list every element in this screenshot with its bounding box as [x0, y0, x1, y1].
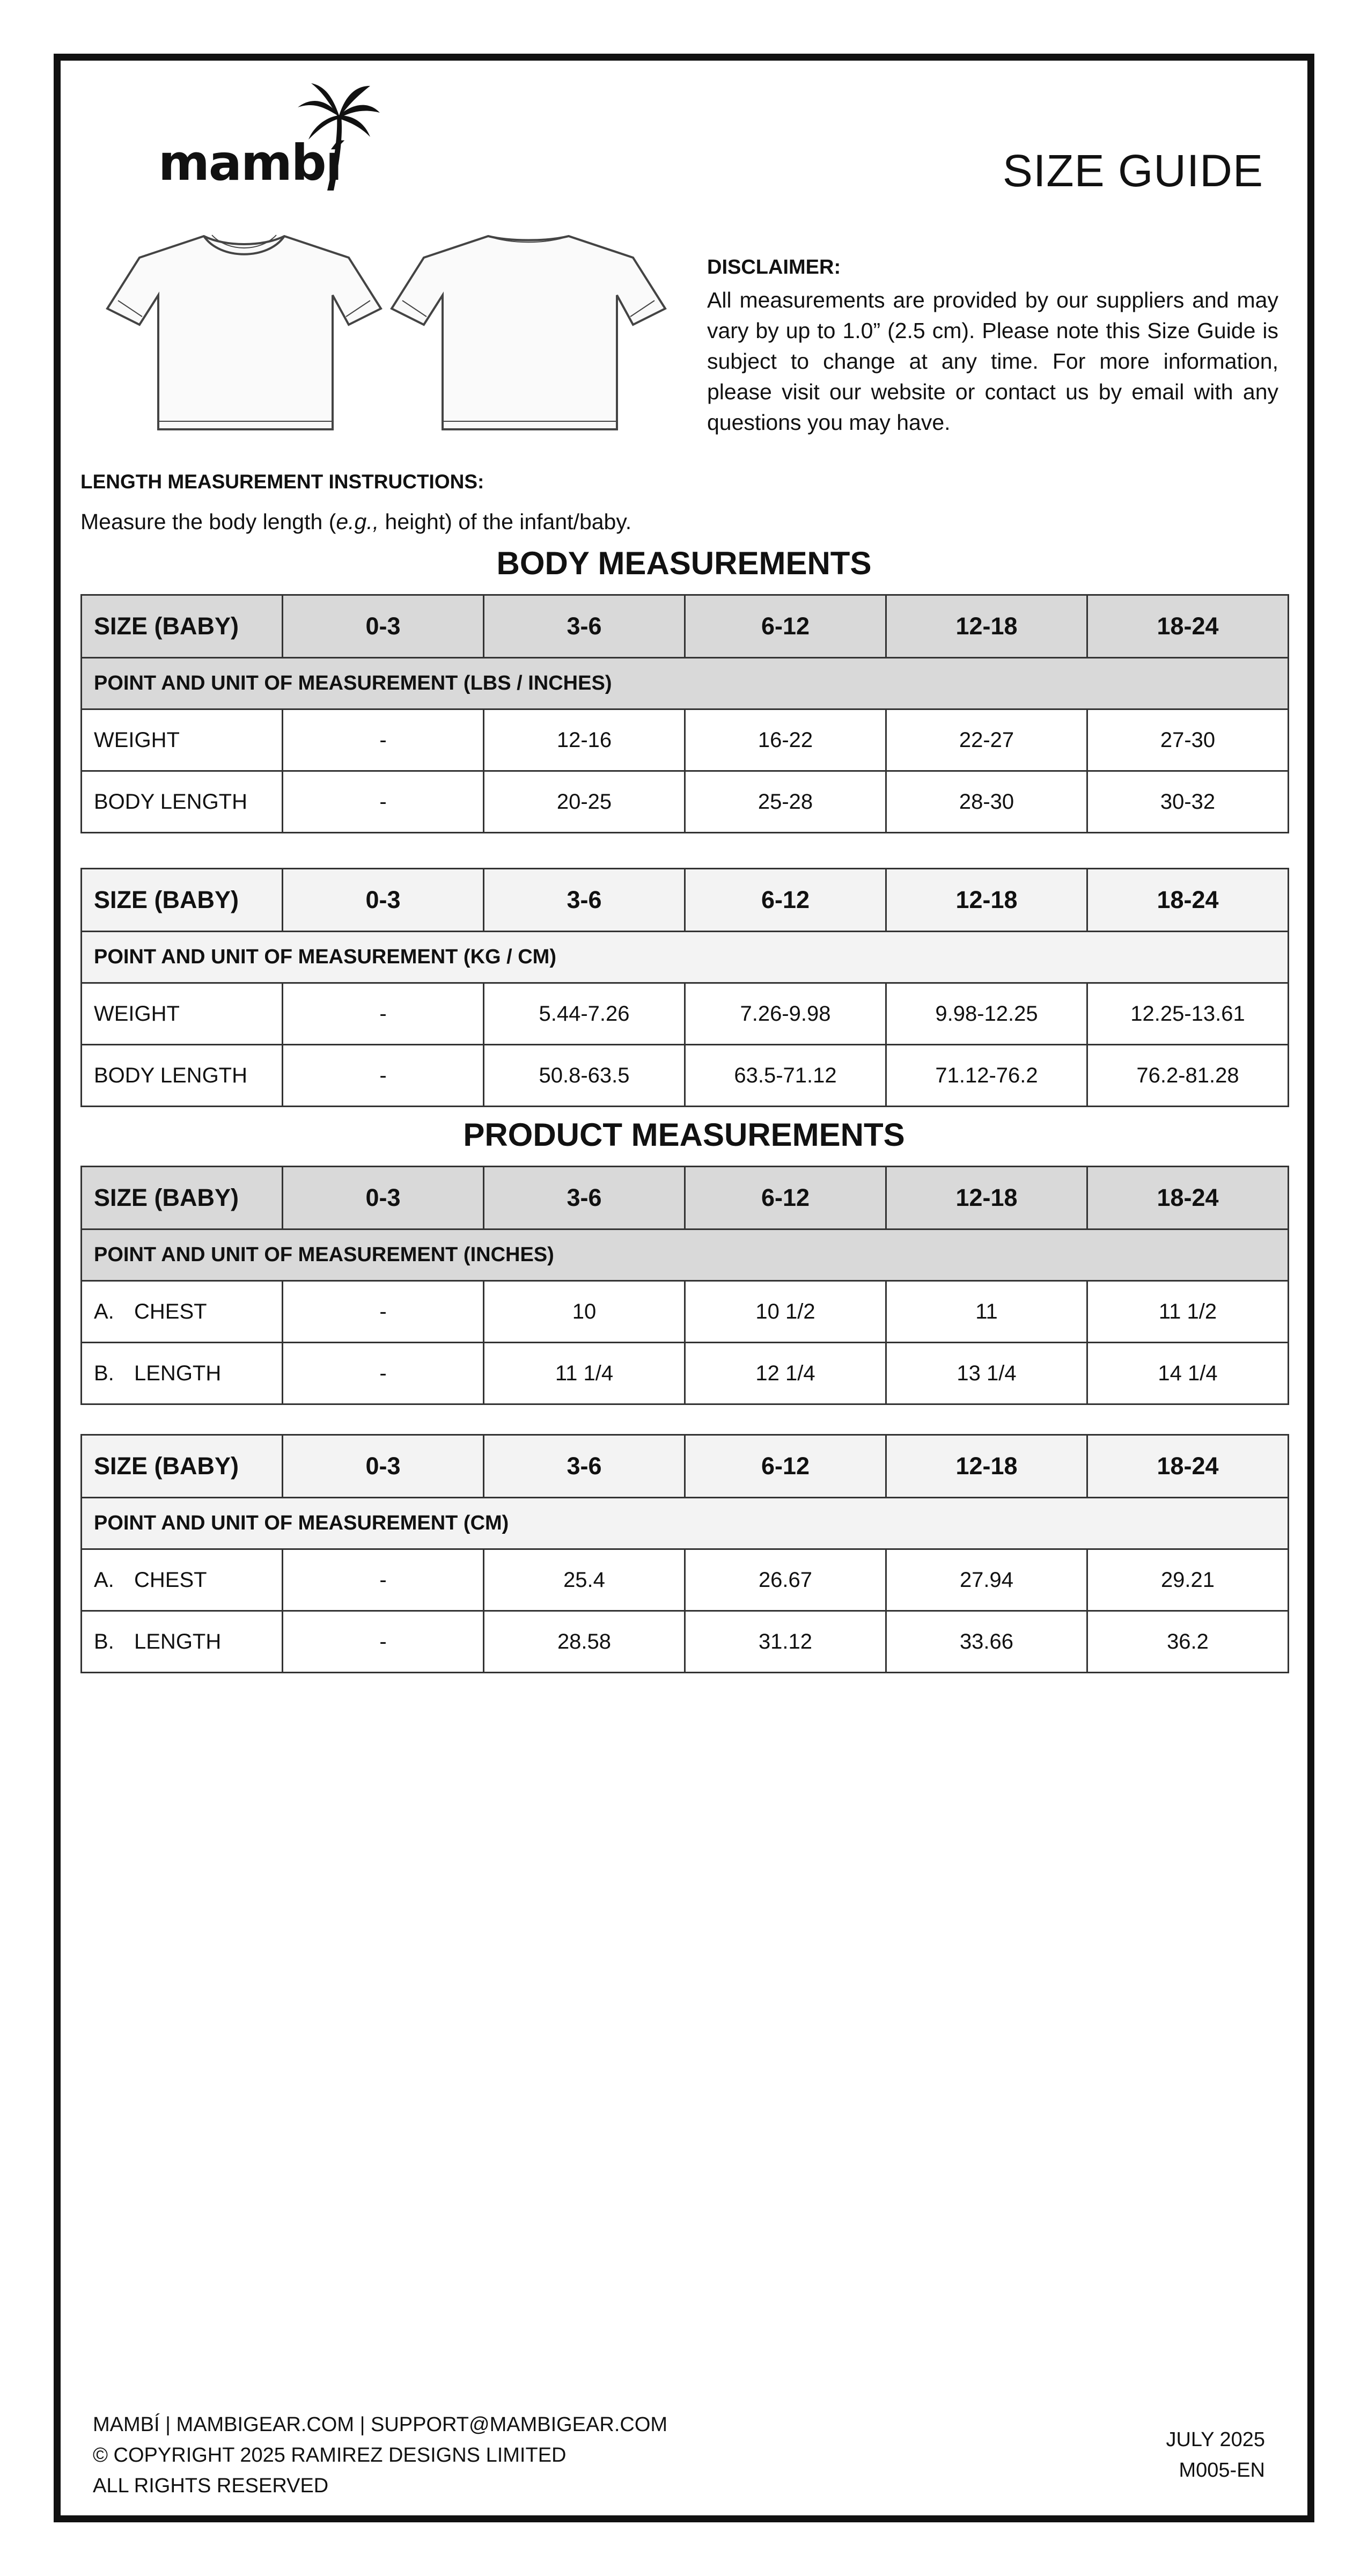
unit-subheader-row [82, 658, 1289, 709]
measurement-label [82, 1281, 283, 1343]
instructions-text: Measure the body length (e.g., height) of the infant/baby. [80, 509, 632, 534]
size-header-cell: 12-18 [886, 869, 1087, 932]
measurement-value: - [283, 1343, 484, 1404]
measurement-value: 30-32 [1087, 771, 1289, 833]
measurement-value: 22-27 [886, 709, 1087, 771]
table-row [82, 1611, 1289, 1673]
measurement-value: 27-30 [1087, 709, 1289, 771]
measurement-value: 11 1/2 [1087, 1281, 1289, 1343]
size-header-cell: 12-18 [886, 595, 1087, 658]
product-measurements-cm-table [80, 1434, 1289, 1673]
footer-meta [1166, 2425, 1265, 2486]
size-header-cell: 3-6 [484, 1167, 685, 1230]
table-row [82, 771, 1289, 833]
measurement-value: 28.58 [484, 1611, 685, 1673]
size-column-header: SIZE (BABY) [82, 1435, 283, 1498]
measurement-name: BODY LENGTH [94, 1063, 247, 1087]
footer-doc-code: M005-EN [1179, 2459, 1265, 2482]
measurement-name: WEIGHT [94, 1001, 180, 1026]
measurement-value: 50.8-63.5 [484, 1045, 685, 1107]
measurement-value: 76.2-81.28 [1087, 1045, 1289, 1107]
size-header-cell: 0-3 [283, 1435, 484, 1498]
measurement-value: 11 [886, 1281, 1087, 1343]
measurement-value: - [283, 983, 484, 1045]
measurement-name: LENGTH [134, 1361, 222, 1385]
measurement-value: 20-25 [484, 771, 685, 833]
measurement-name: CHEST [134, 1568, 207, 1592]
size-header-cell: 3-6 [484, 1435, 685, 1498]
measurement-value: - [283, 1281, 484, 1343]
size-header-cell: 12-18 [886, 1167, 1087, 1230]
measurement-value: - [283, 1549, 484, 1611]
footer-contact [93, 2410, 667, 2501]
measurement-value: 9.98-12.25 [886, 983, 1087, 1045]
measurement-label [82, 1611, 283, 1673]
measurement-label [82, 1549, 283, 1611]
table-row [82, 709, 1289, 771]
size-header-cell: 6-12 [685, 869, 886, 932]
measurement-value: 26.67 [685, 1549, 886, 1611]
measurement-value: 29.21 [1087, 1549, 1289, 1611]
measurement-value: 10 [484, 1281, 685, 1343]
point-letter: A. [94, 1299, 114, 1323]
point-letter: A. [94, 1568, 114, 1592]
measurement-value: 14 1/4 [1087, 1343, 1289, 1404]
measurement-label [82, 983, 283, 1045]
table-row [82, 1549, 1289, 1611]
measurement-value: 12 1/4 [685, 1343, 886, 1404]
point-letter: B. [94, 1361, 114, 1385]
product-measurements-title: PRODUCT MEASUREMENTS [463, 1117, 905, 1153]
size-header-cell: 18-24 [1087, 595, 1289, 658]
length-instructions [80, 471, 832, 535]
measurement-value: - [283, 1045, 484, 1107]
measurement-value: 36.2 [1087, 1611, 1289, 1673]
size-header-cell: 3-6 [484, 869, 685, 932]
table-row [82, 1045, 1289, 1107]
measurement-value: 11 1/4 [484, 1343, 685, 1404]
measurement-value: - [283, 709, 484, 771]
measurement-value: 28-30 [886, 771, 1087, 833]
measurement-value: 25.4 [484, 1549, 685, 1611]
size-column-header: SIZE (BABY) [82, 869, 283, 932]
tshirt-back-icon [392, 236, 665, 429]
table-row [82, 983, 1289, 1045]
tshirt-illustration [102, 215, 671, 445]
measurement-value: 33.66 [886, 1611, 1087, 1673]
logo-text: mambí [158, 134, 342, 192]
disclaimer-heading: DISCLAIMER: [707, 256, 841, 279]
footer-line-2: © COPYRIGHT 2025 RAMIREZ DESIGNS LIMITED [93, 2444, 567, 2467]
measurement-value: 71.12-76.2 [886, 1045, 1087, 1107]
tshirt-front-icon [107, 235, 381, 429]
point-letter: B. [94, 1629, 114, 1653]
unit-subheader-row [82, 1230, 1289, 1281]
measurement-name: BODY LENGTH [94, 789, 247, 814]
measurement-value: 7.26-9.98 [685, 983, 886, 1045]
size-column-header: SIZE (BABY) [82, 1167, 283, 1230]
body-measurements-title: BODY MEASUREMENTS [496, 545, 872, 581]
product-measurements-inches-table [80, 1166, 1289, 1405]
instructions-heading: LENGTH MEASUREMENT INSTRUCTIONS: [80, 471, 484, 493]
measurement-name: CHEST [134, 1299, 207, 1323]
footer-line-1: MAMBÍ | MAMBIGEAR.COM | SUPPORT@MAMBIGEAR.COM [93, 2413, 668, 2436]
disclaimer [707, 252, 1278, 438]
unit-subheader: POINT AND UNIT OF MEASUREMENT (LBS / INCHES) [82, 658, 1289, 709]
measurement-value: 10 1/2 [685, 1281, 886, 1343]
size-header-cell: 6-12 [685, 595, 886, 658]
table-header-row [82, 869, 1289, 932]
size-header-cell: 12-18 [886, 1435, 1087, 1498]
table-header-row [82, 595, 1289, 658]
footer-date: JULY 2025 [1166, 2428, 1265, 2451]
size-column-header: SIZE (BABY) [82, 595, 283, 658]
footer-line-3: ALL RIGHTS RESERVED [93, 2475, 329, 2497]
unit-subheader-row [82, 932, 1289, 983]
page-title: SIZE GUIDE [1002, 145, 1263, 196]
measurement-value: 27.94 [886, 1549, 1087, 1611]
body-measurements-metric-table [80, 868, 1289, 1107]
measurement-value: 16-22 [685, 709, 886, 771]
measurement-label [82, 1343, 283, 1404]
table-row [82, 1343, 1289, 1404]
measurement-value: - [283, 771, 484, 833]
table-header-row [82, 1167, 1289, 1230]
size-header-cell: 0-3 [283, 595, 484, 658]
unit-subheader: POINT AND UNIT OF MEASUREMENT (KG / CM) [82, 932, 1289, 983]
size-header-cell: 0-3 [283, 1167, 484, 1230]
table-row [82, 1281, 1289, 1343]
measurement-value: 25-28 [685, 771, 886, 833]
body-measurements-imperial-table [80, 594, 1289, 833]
measurement-value: - [283, 1611, 484, 1673]
size-header-cell: 18-24 [1087, 1435, 1289, 1498]
size-header-cell: 6-12 [685, 1167, 886, 1230]
measurement-name: LENGTH [134, 1629, 222, 1653]
size-header-cell: 3-6 [484, 595, 685, 658]
measurement-label [82, 771, 283, 833]
unit-subheader-row [82, 1498, 1289, 1549]
measurement-label [82, 1045, 283, 1107]
measurement-label [82, 709, 283, 771]
size-header-cell: 0-3 [283, 869, 484, 932]
size-header-cell: 18-24 [1087, 869, 1289, 932]
measurement-value: 5.44-7.26 [484, 983, 685, 1045]
unit-subheader: POINT AND UNIT OF MEASUREMENT (CM) [82, 1498, 1289, 1549]
measurement-value: 12-16 [484, 709, 685, 771]
measurement-value: 63.5-71.12 [685, 1045, 886, 1107]
size-header-cell: 6-12 [685, 1435, 886, 1498]
measurement-value: 12.25-13.61 [1087, 983, 1289, 1045]
table-header-row [82, 1435, 1289, 1498]
unit-subheader: POINT AND UNIT OF MEASUREMENT (INCHES) [82, 1230, 1289, 1281]
disclaimer-text: All measurements are provided by our suppliers and may vary by up to 1.0” (2.5 cm). Please note this Size Guide is subject to change at any time. For more information, please visit our website or contact us by email with any questions you may have. [707, 288, 1278, 435]
measurement-name: WEIGHT [94, 728, 180, 752]
measurement-value: 13 1/4 [886, 1343, 1087, 1404]
measurement-value: 31.12 [685, 1611, 886, 1673]
size-header-cell: 18-24 [1087, 1167, 1289, 1230]
brand-logo [158, 83, 384, 199]
